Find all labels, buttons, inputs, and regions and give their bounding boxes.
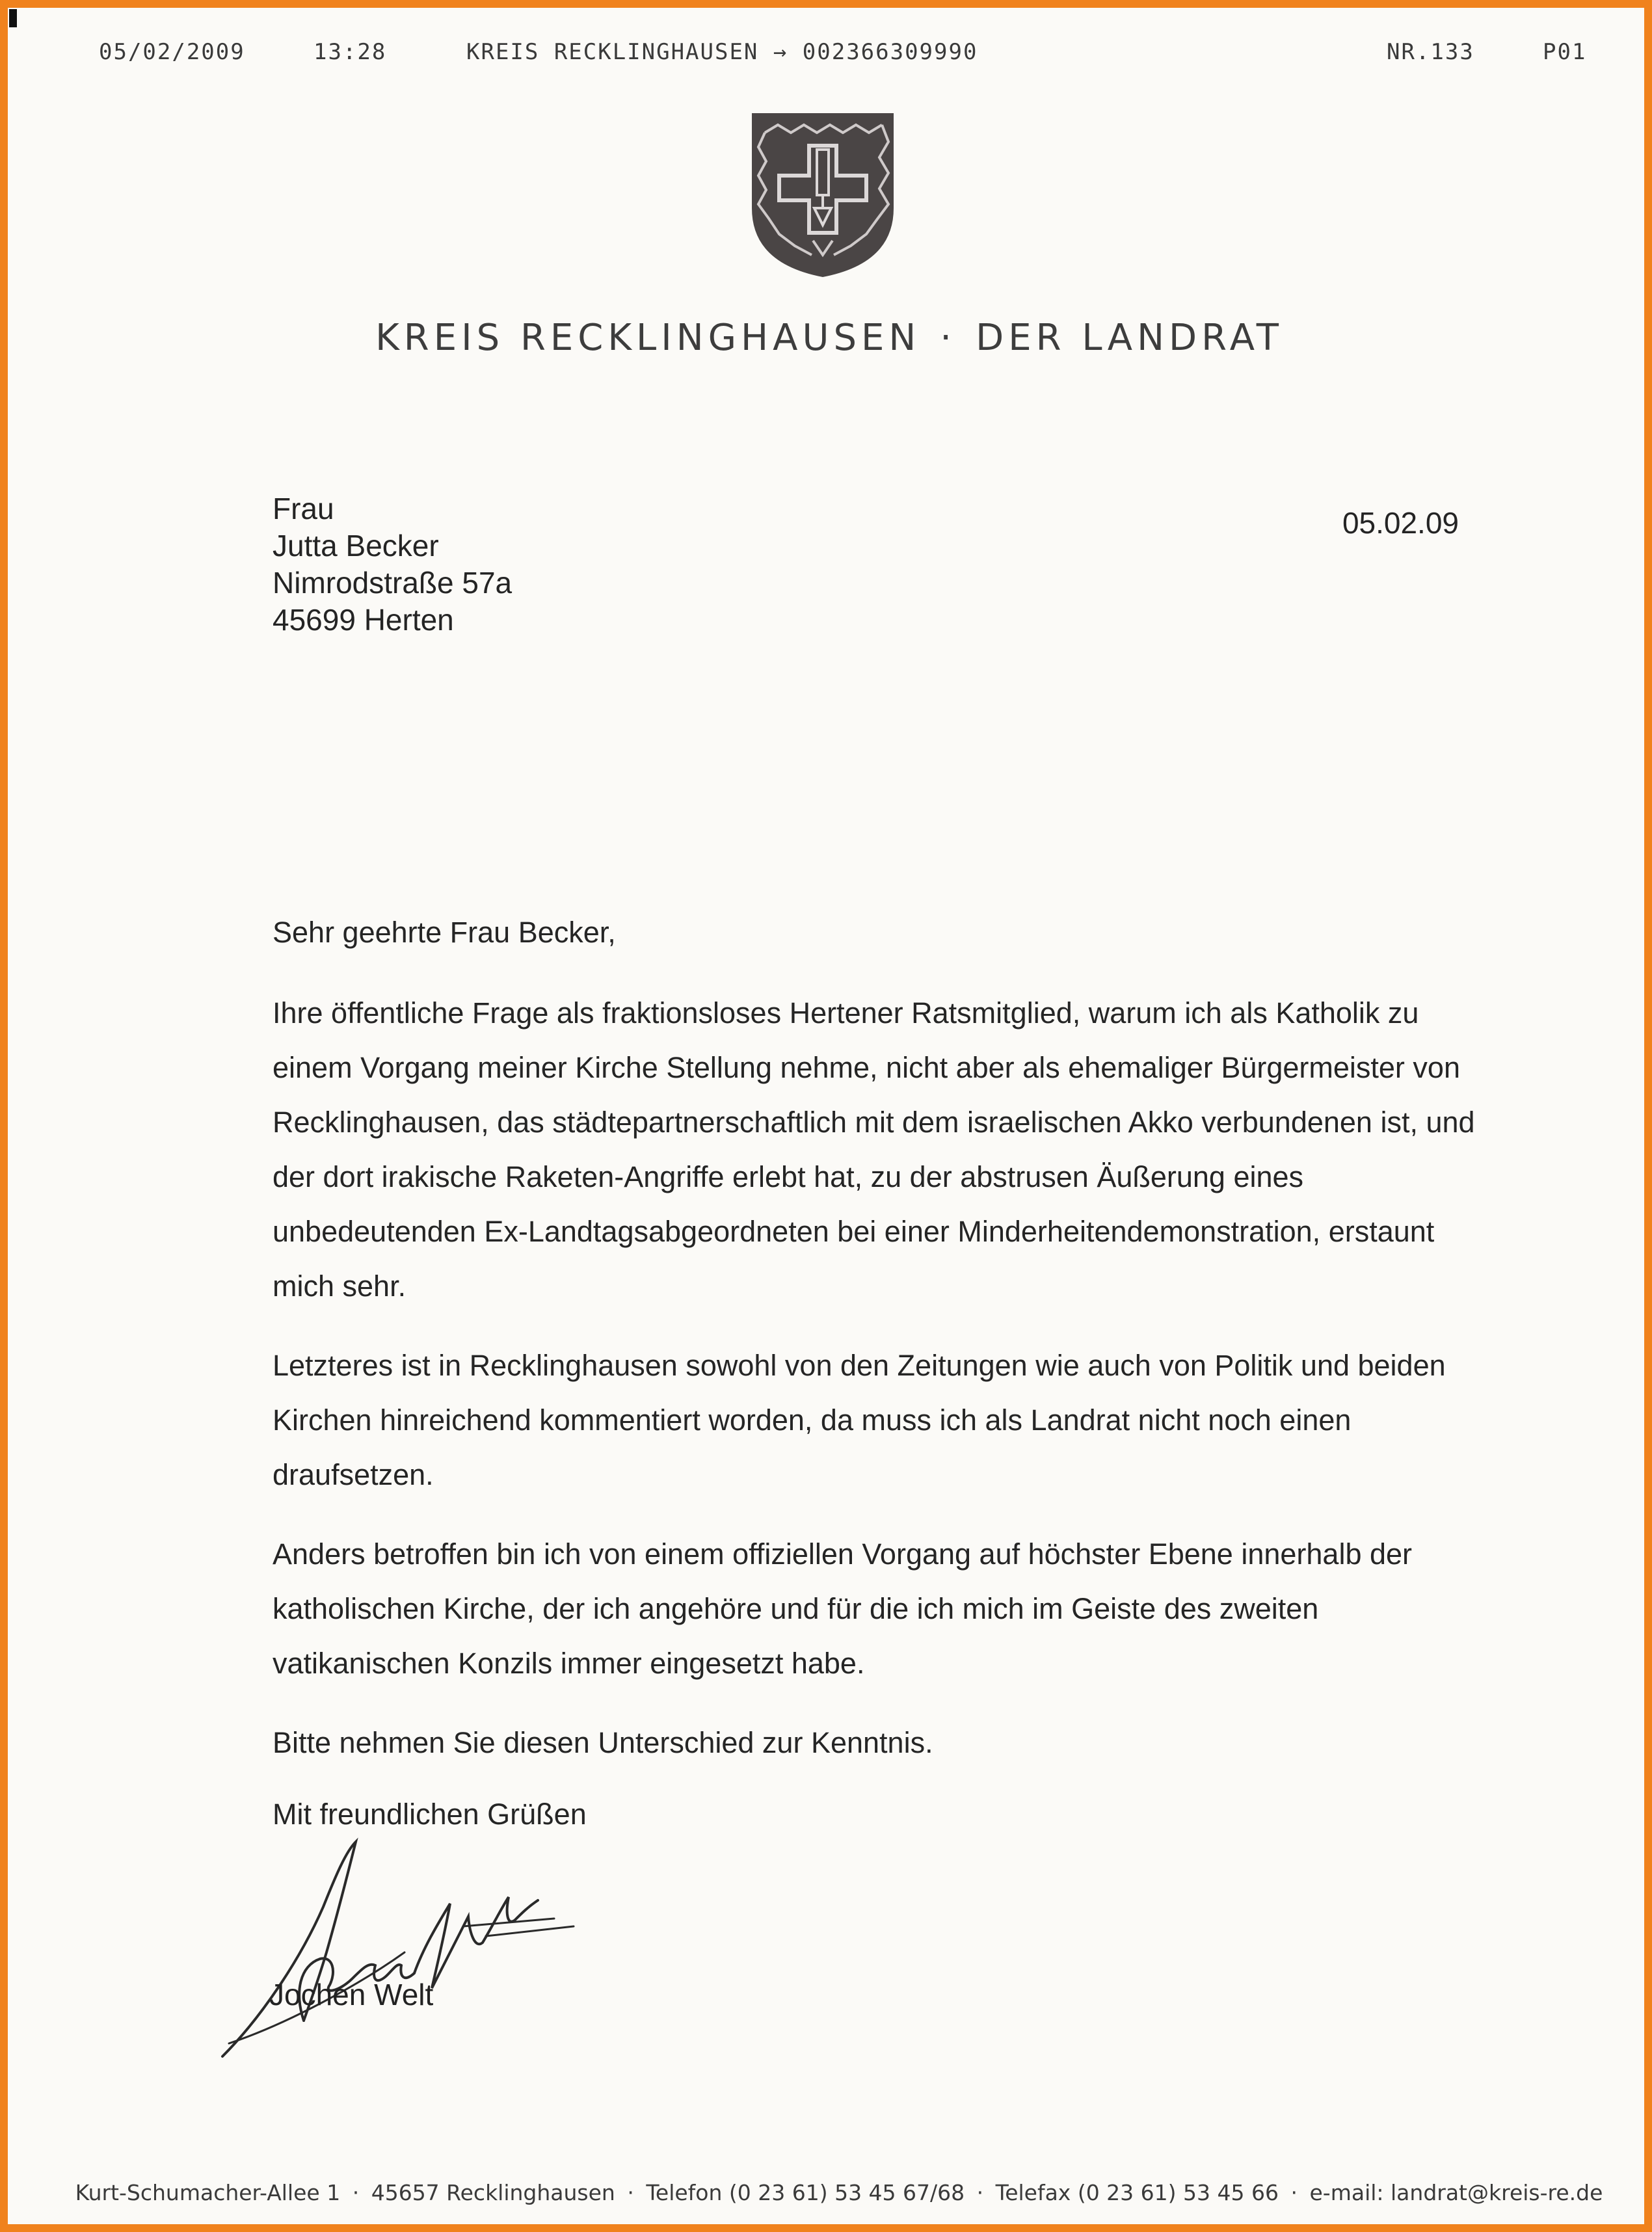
recipient-street: Nimrodstraße 57a [273, 566, 513, 600]
letterhead-organisation: KREIS RECKLINGHAUSEN [375, 317, 921, 359]
coat-of-arms-icon [749, 111, 896, 280]
paragraph-3: Anders betroffen bin ich von einem offiziellen Vorgang auf höchster Ebene innerhalb der katholischen Kirche, der ich angehöre und für die ich mich im Geiste des zweiten vatikanischen Konzils immer eingesetzt habe. [273, 1537, 1413, 1680]
fax-date: 05/02/2009 [99, 39, 245, 65]
footer-fax: Telefax (0 23 61) 53 45 66 [995, 2180, 1279, 2205]
letter-date: 05.02.09 [1342, 506, 1459, 540]
footer-separator: · [1290, 2180, 1298, 2205]
letterhead-title [8, 317, 1644, 359]
recipient-title: Frau [273, 492, 334, 525]
footer-address: Kurt-Schumacher-Allee 1 [75, 2180, 341, 2205]
footer-separator: · [976, 2180, 984, 2205]
footer-email: e-mail: landrat@kreis-re.de [1309, 2180, 1603, 2205]
paragraph-1: Ihre öffentliche Frage als fraktionsloses Hertener Ratsmitglied, warum ich als Katholik zu einem Vorgang meiner Kirche Stellung nehme, nicht aber als ehemaliger Bürgermeister von Recklinghausen, das städtepartnerschaftlich mit dem israelischen Akko verbundenen ist, und der dort irakische Raketen-Angriffe erlebt hat, zu der abstrusen Äußerung eines unbedeutenden Ex-Landtagsabgeordneten bei einer Minderheitendemonstration, erstaunt mich sehr. [273, 996, 1475, 1303]
fax-number: NR.133 [1387, 39, 1474, 65]
recipient-city: 45699 Herten [273, 603, 454, 637]
fax-sender: KREIS RECKLINGHAUSEN → 002366309990 [466, 39, 978, 65]
recipient-address [273, 490, 512, 639]
fax-page: P01 [1543, 39, 1587, 65]
letter-body [273, 905, 1495, 1795]
fax-header [8, 39, 1644, 72]
footer-phone: Telefon (0 23 61) 53 45 67/68 [646, 2180, 965, 2205]
footer-separator: · [627, 2180, 634, 2205]
fax-time: 13:28 [313, 39, 387, 65]
recipient-name: Jutta Becker [273, 529, 439, 563]
footer-contact [8, 2180, 1644, 2205]
signer-name: Jochen Welt [269, 1978, 434, 2012]
footer-city: 45657 Recklinghausen [371, 2180, 615, 2205]
letterhead-office: DER LANDRAT [976, 317, 1283, 359]
scan-corner-mark [9, 9, 17, 27]
salutation: Sehr geehrte Frau Becker, [273, 916, 616, 949]
footer-separator: · [352, 2180, 360, 2205]
closing: Mit freundlichen Grüßen [273, 1798, 587, 1831]
paragraph-2: Letzteres ist in Recklinghausen sowohl von den Zeitungen wie auch von Politik und beiden Kirchen hinreichend kommentiert worden, da muss ich als Landrat nicht noch einen draufsetzen. [273, 1349, 1446, 1491]
paragraph-4: Bitte nehmen Sie diesen Unterschied zur Kenntnis. [273, 1726, 933, 1759]
signature-icon [190, 1829, 593, 2063]
letterhead-separator: · [940, 317, 957, 359]
